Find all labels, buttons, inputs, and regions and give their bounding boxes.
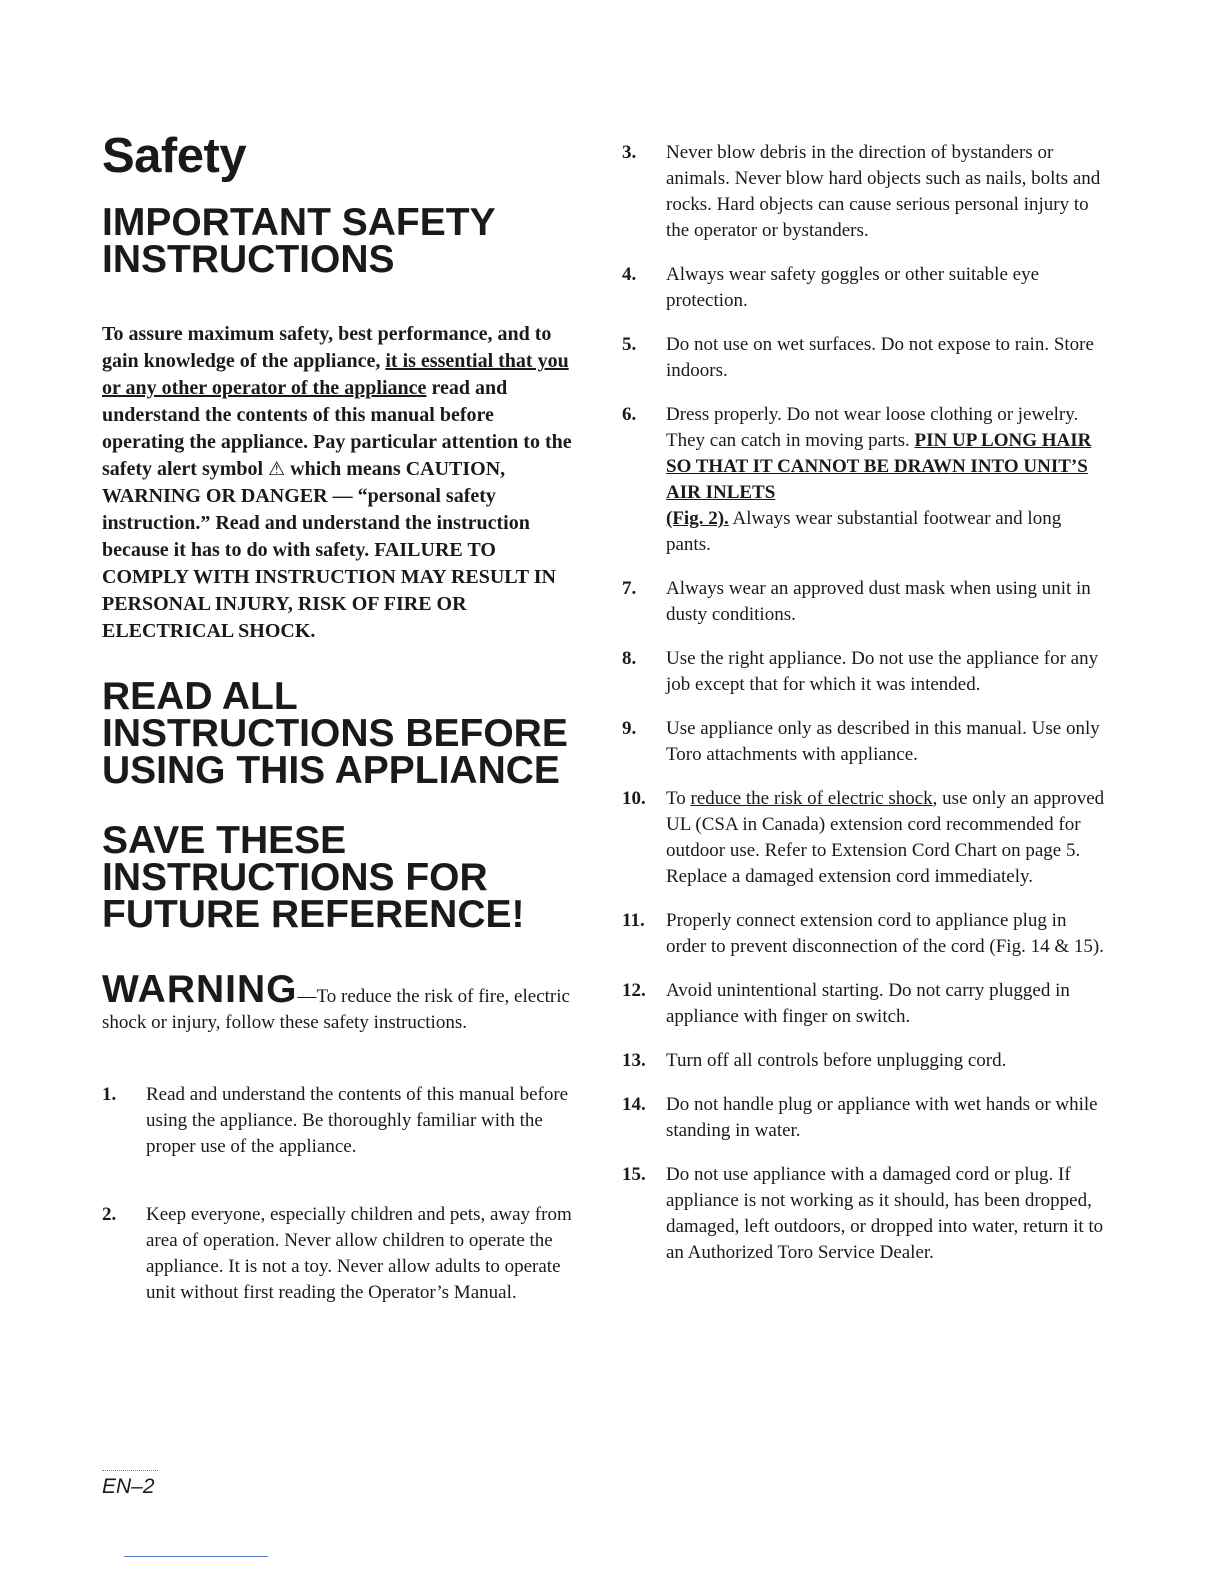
item-text-post: Always wear substantial footwear and long pants.: [666, 508, 1062, 555]
page-number: EN–2: [102, 1475, 155, 1498]
item-number: 5.: [622, 334, 637, 355]
list-item: [622, 262, 1107, 314]
list-item: [622, 646, 1107, 698]
item-text: Properly connect extension cord to appliance plug in order to prevent disconnection of the cord (Fig. 14 & 15).: [666, 910, 1104, 957]
important-heading-line-1: IMPORTANT SAFETY: [102, 201, 496, 244]
right-column: [622, 140, 1107, 1284]
intro-text-3: which means CAUTION, WARNING OR DANGER — “personal safety instruction.” Read and understand the instruction because it has to do with safety. FAILURE TO COMPLY WITH INSTRUCTION MAY RESULT IN PERSONAL INJURY, RISK OF FIRE OR ELECTRICAL SHOCK.: [102, 458, 557, 642]
list-item: [622, 576, 1107, 628]
intro-text-1: To assure maximum safety, best performance, and to gain knowledge of the appliance,: [102, 323, 552, 372]
intro-text-2: read and understand the contents of this manual before operating the appliance. Pay particular attention to the safety alert symbol: [102, 377, 572, 480]
item-number: 8.: [622, 648, 637, 669]
read-heading-line-3: USING THIS APPLIANCE: [102, 749, 560, 792]
hair-warning-text: PIN UP LONG HAIR SO THAT IT CANNOT BE DRAWN INTO UNIT’S AIR INLETS: [666, 430, 1092, 503]
item-number: 11.: [622, 910, 645, 931]
save-heading-line-1: SAVE THESE: [102, 819, 347, 862]
item-number: 1.: [102, 1084, 117, 1105]
important-heading-line-2: INSTRUCTIONS: [102, 238, 395, 281]
item-text: Never blow debris in the direction of bystanders or animals. Never blow hard objects such as nails, bolts and rocks. Hard objects can cause serious personal injury to the operator or bystanders.: [666, 142, 1101, 241]
list-item: [102, 1202, 580, 1306]
read-all-heading: [102, 675, 580, 792]
save-heading-line-2: INSTRUCTIONS FOR: [102, 856, 488, 899]
list-item: [622, 402, 1107, 558]
item-text: Turn off all controls before unplugging cord.: [666, 1050, 1007, 1071]
list-item: [622, 908, 1107, 960]
item-text: Use appliance only as described in this manual. Use only Toro attachments with appliance.: [666, 718, 1100, 765]
intro-underlined-text: it is essential that you or any other operator of the appliance: [102, 350, 569, 399]
item-text: Do not use appliance with a damaged cord or plug. If appliance is not working as it should, has been dropped, damaged, left outdoors, or dropped into water, return it to an Authorized Toro Service Dealer.: [666, 1164, 1104, 1263]
list-item: [622, 332, 1107, 384]
bottom-divider: [124, 1556, 268, 1557]
footer-divider: [102, 1470, 158, 1471]
item-number: 4.: [622, 264, 637, 285]
item-number: 14.: [622, 1094, 646, 1115]
item-text: Do not handle plug or appliance with wet hands or while standing in water.: [666, 1094, 1098, 1141]
safety-list-right: [622, 140, 1107, 1266]
list-item: [622, 1162, 1107, 1266]
item-number: 13.: [622, 1050, 646, 1071]
save-heading-line-3: FUTURE REFERENCE!: [102, 893, 525, 936]
important-safety-heading: [102, 201, 580, 281]
item-text: Read and understand the contents of this manual before using the appliance. Be thoroughly familiar with the proper use of the appliance.: [146, 1084, 569, 1157]
item-number: 9.: [622, 718, 637, 739]
list-item: [622, 140, 1107, 244]
safety-list-left: [102, 1082, 580, 1306]
item-number: 2.: [102, 1204, 117, 1225]
intro-paragraph: [102, 321, 580, 645]
list-item: [622, 978, 1107, 1030]
save-instructions-heading: [102, 819, 580, 936]
item-text: Always wear safety goggles or other suitable eye protection.: [666, 264, 1040, 311]
item-text: Do not use on wet surfaces. Do not expose to rain. Store indoors.: [666, 334, 1094, 381]
list-item: [622, 1092, 1107, 1144]
item-number: 7.: [622, 578, 637, 599]
item-number: 12.: [622, 980, 646, 1001]
figure-reference: (Fig. 2).: [666, 508, 729, 529]
item-text: Avoid unintentional starting. Do not carry plugged in appliance with finger on switch.: [666, 980, 1070, 1027]
item-text: Use the right appliance. Do not use the appliance for any job except that for which it was intended.: [666, 648, 1099, 695]
safety-alert-icon: ⚠: [268, 458, 286, 480]
item-text-pre: To: [666, 788, 691, 809]
read-heading-line-1: READ ALL: [102, 675, 298, 718]
electric-shock-underlined: reduce the risk of electric shock: [690, 788, 933, 809]
warning-paragraph: [102, 970, 580, 1036]
list-item: [622, 716, 1107, 768]
item-text-post: , use only an approved UL (CSA in Canada) extension cord recommended for outdoor use. Refer to Extension Cord Chart on page 5. Replace a damaged extension cord immediately.: [666, 788, 1105, 887]
item-number: 10.: [622, 788, 646, 809]
item-text: Always wear an approved dust mask when using unit in dusty conditions.: [666, 578, 1091, 625]
list-item: [102, 1082, 580, 1160]
item-text-pre: Dress properly. Do not wear loose clothing or jewelry. They can catch in moving parts.: [666, 404, 1079, 451]
item-number: 3.: [622, 142, 637, 163]
left-column: [102, 128, 580, 1348]
read-heading-line-2: INSTRUCTIONS BEFORE: [102, 712, 568, 755]
section-title: Safety: [102, 129, 247, 183]
warning-text: —To reduce the risk of fire, electric shock or injury, follow these safety instructions.: [102, 986, 570, 1033]
item-number: 15.: [622, 1164, 646, 1185]
item-number: 6.: [622, 404, 637, 425]
warning-word: WARNING: [102, 968, 298, 1011]
list-item: [622, 1048, 1107, 1074]
list-item: [622, 786, 1107, 890]
item-text: Keep everyone, especially children and pets, away from area of operation. Never allow children to operate the appliance. It is not a toy. Never allow adults to operate unit without first reading the Operator’s Manual.: [146, 1204, 572, 1303]
